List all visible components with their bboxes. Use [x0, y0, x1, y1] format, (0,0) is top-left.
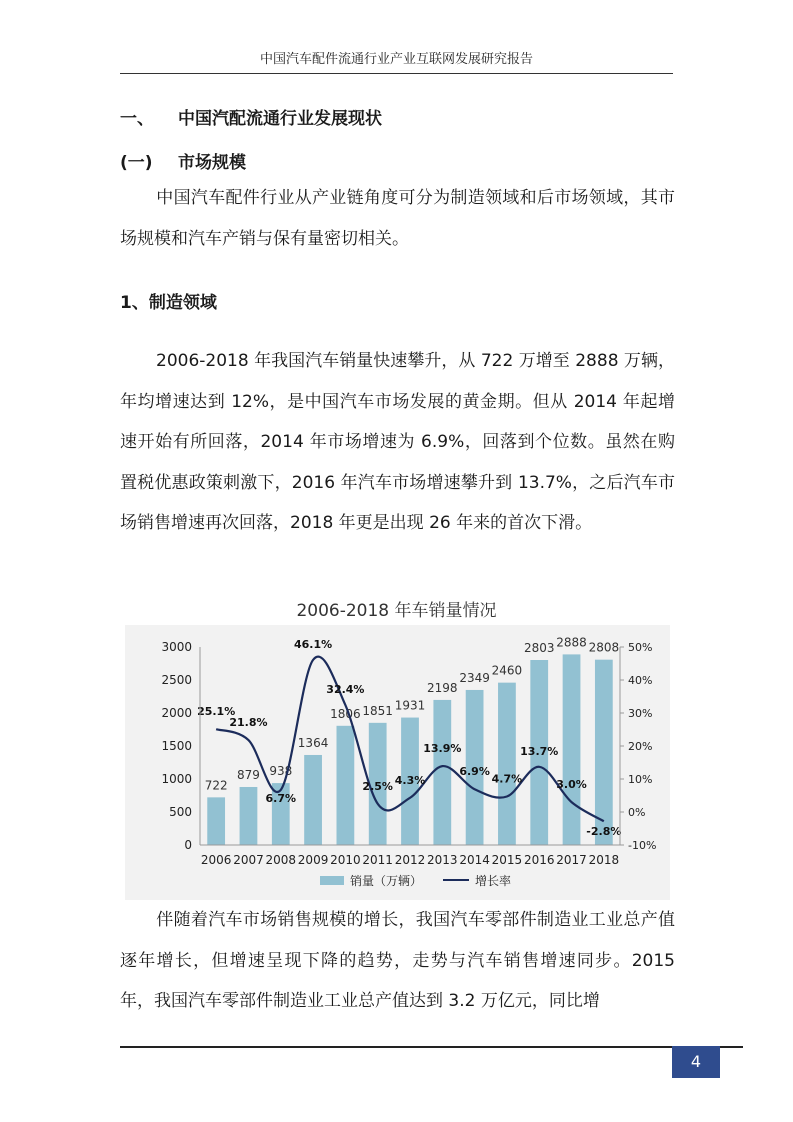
- rate-label-2009: 46.1%: [293, 637, 333, 651]
- bar-label-2017: 2888: [556, 635, 587, 650]
- paragraph-sales-text: 2006-2018 年我国汽车销量快速攀升，从 722 万增至 2888 万辆，年均增速达到 12%，是中国汽车市场发展的黄金期。但从 2014 年起增速开始有所回落，2014 年市场增速为 6.9%，回落到个位数。虽然在购置税优惠政策刺激下，2016 年汽车市场增速攀升到 13.7%，之后汽车市场销售增速再次回落，2018 年更是出现 26 年来的首次下滑。: [120, 351, 675, 533]
- rate-label-2006: 25.1%: [197, 705, 236, 719]
- bar-label-2008: 938: [269, 764, 293, 779]
- bar-2017: [563, 654, 581, 845]
- section-heading-1: [120, 104, 382, 129]
- paragraph-sales: [120, 341, 675, 544]
- y-left-tick-label: 2500: [161, 673, 192, 687]
- legend-bar-label: 销量（万辆）: [350, 874, 423, 888]
- rate-label-2013: 13.9%: [423, 742, 462, 756]
- header-divider: [120, 73, 673, 74]
- x-tick-label: 2006: [200, 853, 232, 867]
- legend-bar-swatch: [320, 876, 344, 885]
- bar-2010: [337, 726, 355, 845]
- y-right-tick-label: -10%: [628, 839, 657, 852]
- y-right-tick-label: 40%: [628, 674, 653, 687]
- y-left-tick-label: 500: [169, 805, 192, 819]
- bar-label-2013: 2198: [427, 680, 458, 695]
- subsubsection-heading: 1、制造领域: [120, 293, 217, 313]
- bar-label-2011: 1851: [362, 703, 393, 718]
- x-tick-label: 2016: [523, 853, 555, 867]
- rate-label-2014: 6.9%: [459, 765, 490, 779]
- subsection-number: (一): [120, 153, 153, 173]
- rate-label-2011: 2.5%: [362, 779, 393, 793]
- bar-label-2018: 2808: [588, 640, 620, 655]
- rate-label-2010: 32.4%: [326, 683, 365, 697]
- y-right-tick-label: 50%: [628, 641, 653, 654]
- y-left-tick-label: 2000: [161, 706, 192, 720]
- paragraph-intro: [120, 178, 675, 259]
- paragraph-parts-text: 伴随着汽车市场销售规模的增长，我国汽车零部件制造业工业总产值逐年增长，但增速呈现下降的趋势，走势与汽车销售增速同步。2015 年，我国汽车零部件制造业工业总产值达到 3.2 万亿元，同比增: [120, 910, 675, 1011]
- subsection-title: 市场规模: [178, 153, 246, 173]
- bar-2006: [207, 797, 225, 845]
- footer-divider: [120, 1046, 743, 1048]
- paragraph-parts: [120, 900, 675, 1022]
- y-right-tick-label: 20%: [628, 740, 653, 753]
- y-left-tick-label: 3000: [161, 640, 192, 654]
- running-header: 中国汽车配件流通行业产业互联网发展研究报告: [259, 52, 533, 67]
- x-tick-label: 2013: [427, 853, 458, 867]
- bar-label-2010: 1806: [330, 706, 361, 721]
- bar-label-2012: 1931: [394, 698, 426, 713]
- bar-2007: [240, 787, 258, 845]
- bar-label-2009: 1364: [297, 735, 329, 750]
- subsection-heading: [120, 148, 246, 173]
- rate-label-2012: 4.3%: [394, 773, 426, 787]
- y-right-tick-label: 30%: [628, 707, 653, 720]
- rate-label-2018: -2.8%: [586, 825, 622, 839]
- chart-title: 2006-2018 年车销量情况: [296, 601, 497, 621]
- rate-label-2007: 21.8%: [229, 716, 268, 730]
- y-left-tick-label: 1500: [161, 739, 192, 753]
- bar-label-2006: 722: [204, 778, 228, 793]
- bar-label-2014: 2349: [459, 670, 490, 685]
- bar-label-2007: 879: [237, 767, 260, 782]
- rate-label-2015: 4.7%: [491, 772, 523, 786]
- bar-2015: [498, 683, 516, 845]
- x-tick-label: 2007: [233, 853, 264, 867]
- bar-2013: [433, 700, 451, 845]
- bar-2009: [304, 755, 322, 845]
- y-left-tick-label: 0: [184, 838, 192, 852]
- x-tick-label: 2015: [491, 853, 523, 867]
- section-number: 一、: [120, 109, 154, 129]
- x-tick-label: 2010: [330, 853, 361, 867]
- x-tick-label: 2017: [556, 853, 587, 867]
- section-title: 中国汽配流通行业发展现状: [178, 109, 382, 129]
- x-tick-label: 2009: [297, 853, 329, 867]
- x-tick-label: 2018: [588, 853, 620, 867]
- y-right-tick-label: 0%: [628, 806, 646, 819]
- x-tick-label: 2011: [362, 853, 393, 867]
- x-tick-label: 2012: [394, 853, 426, 867]
- rate-label-2016: 13.7%: [520, 744, 559, 758]
- paragraph-intro-text: 中国汽车配件行业从产业链角度可分为制造领域和后市场领域，其市场规模和汽车产销与保有量密切相关。: [120, 188, 675, 249]
- bar-label-2015: 2460: [491, 663, 523, 678]
- legend-line-label: 增长率: [475, 874, 512, 888]
- y-right-tick-label: 10%: [628, 773, 653, 786]
- sales-chart: [125, 625, 670, 900]
- x-tick-label: 2014: [459, 853, 490, 867]
- rate-label-2008: 6.7%: [265, 791, 297, 805]
- rate-label-2017: 3.0%: [556, 778, 587, 792]
- y-left-tick-label: 1000: [161, 772, 192, 786]
- bar-label-2016: 2803: [523, 641, 555, 656]
- page-number: 4: [672, 1046, 720, 1078]
- x-tick-label: 2008: [265, 853, 297, 867]
